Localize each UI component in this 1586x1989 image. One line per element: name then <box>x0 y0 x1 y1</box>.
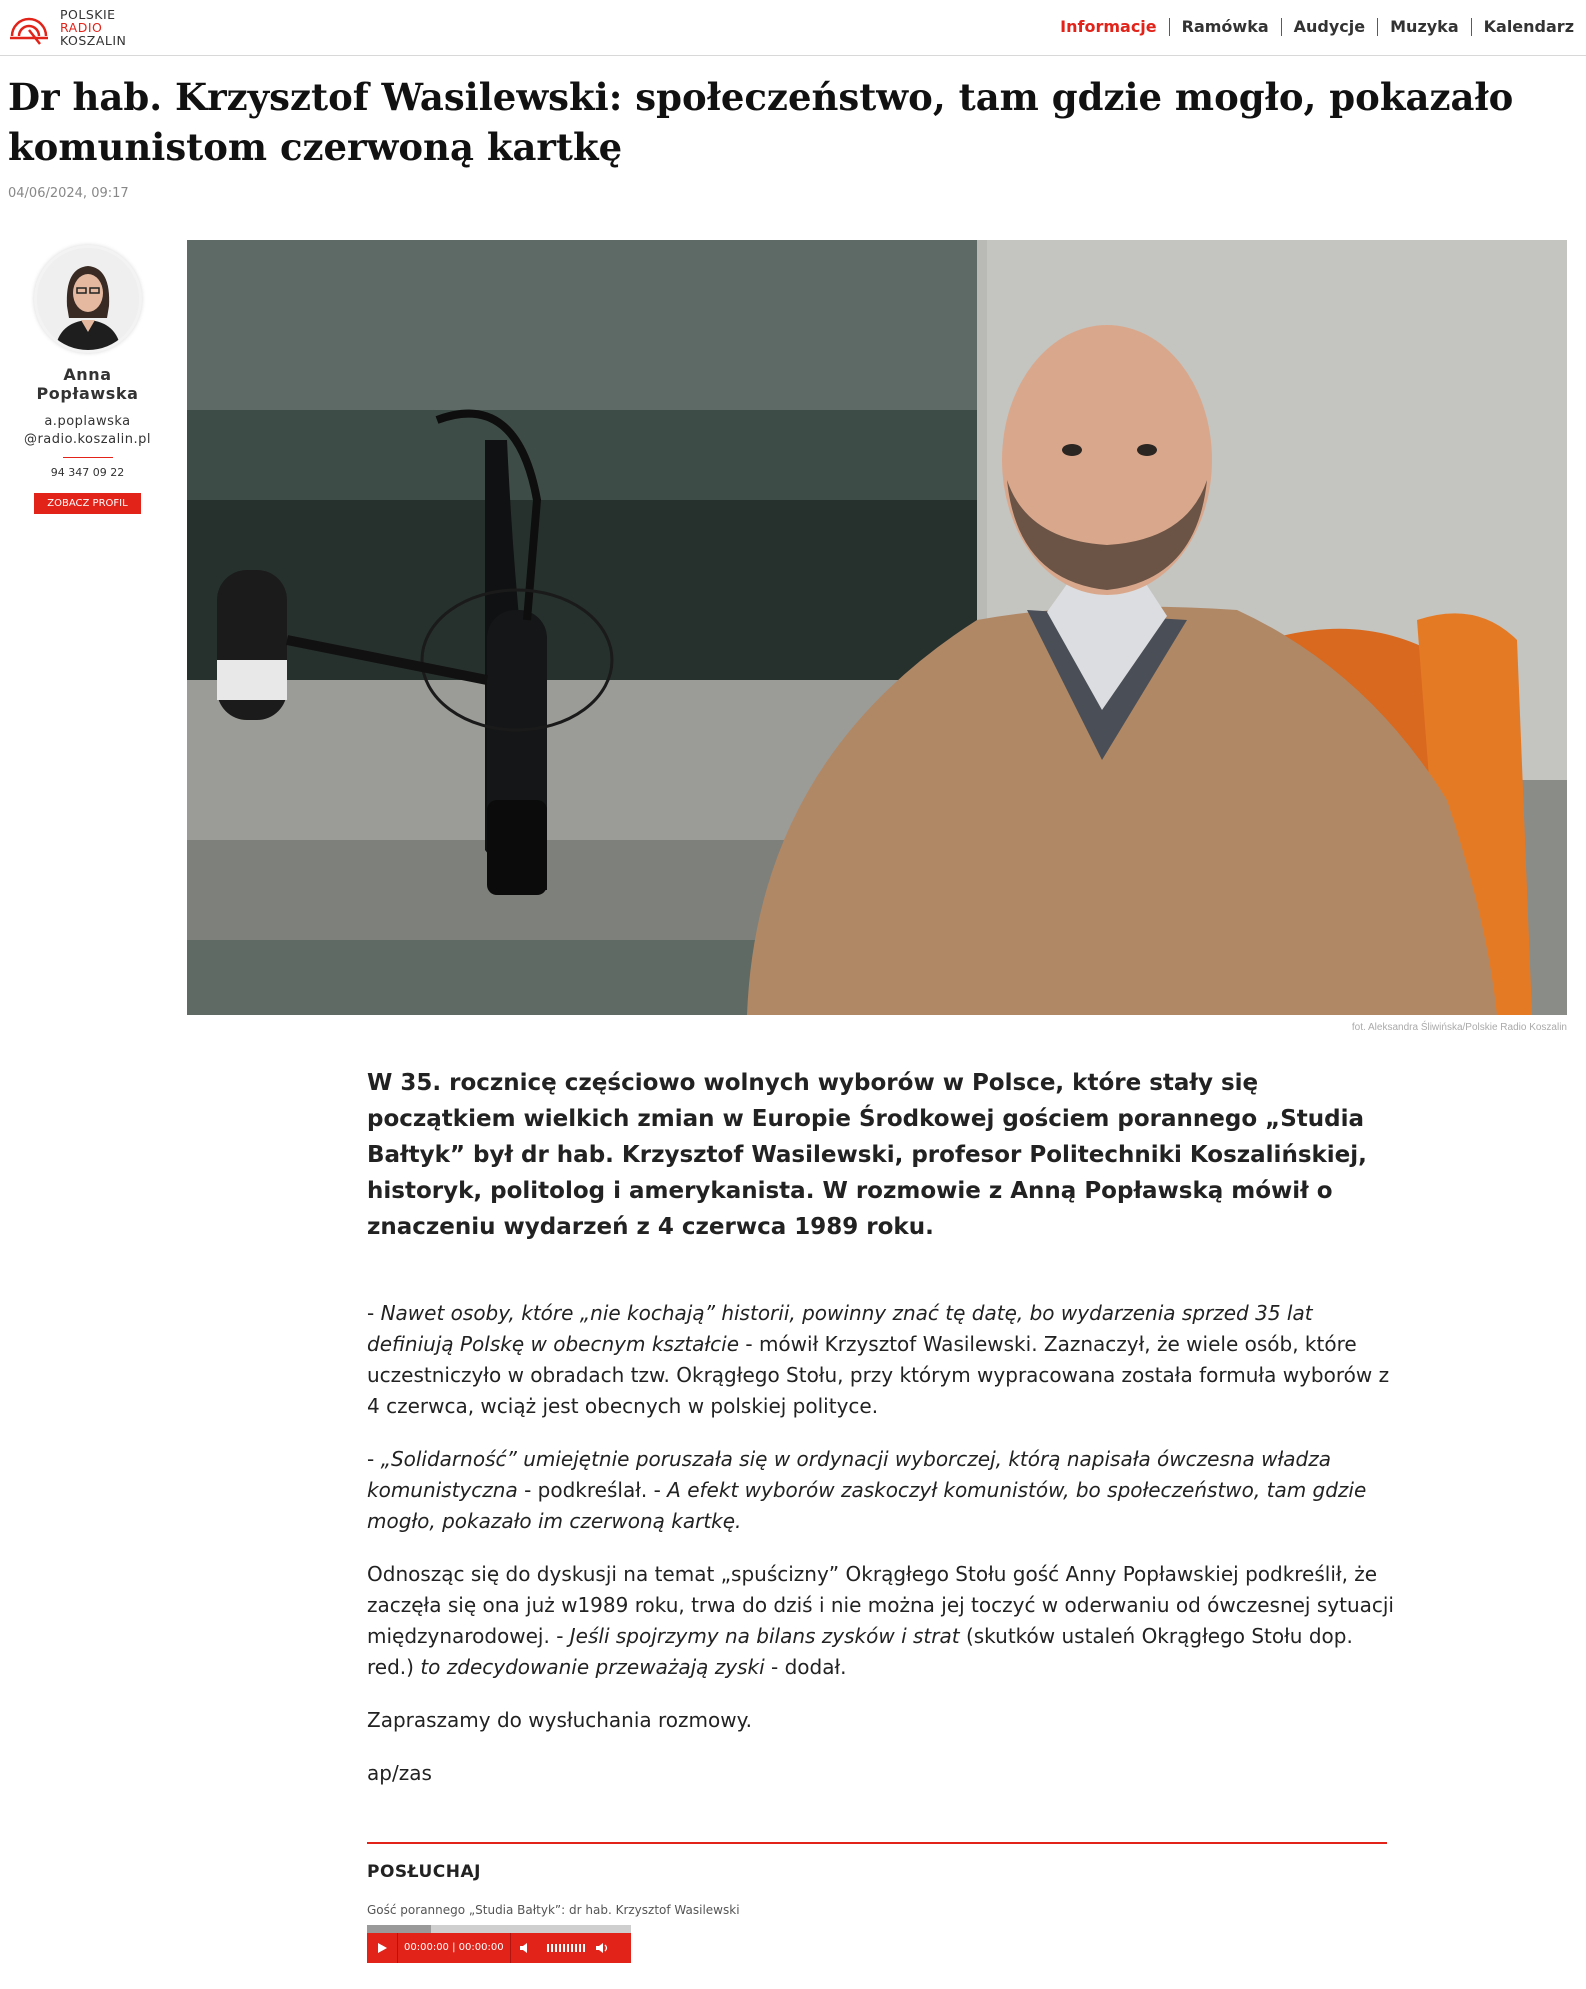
nav-audycje[interactable]: Audycje <box>1281 18 1377 36</box>
author-avatar[interactable] <box>34 245 142 353</box>
p3-c: (skutków ustaleń Okrągłego Stołu dop. red.) <box>367 1624 1353 1679</box>
author-email-line-2: @radio.koszalin.pl <box>23 432 152 447</box>
play-button[interactable] <box>367 1933 397 1963</box>
paragraph-2 <box>367 1444 1397 1537</box>
site-logo[interactable] <box>8 6 148 50</box>
p3-quote-2: to zdecydowanie przeważają zyski <box>420 1655 765 1679</box>
audio-time: 00:00:00 | 00:00:00 <box>397 1933 511 1963</box>
article-title: Dr hab. Krzysztof Wasilewski: społeczeństwo, tam gdzie mogło, pokazało komunistom czerwoną kartkę <box>8 75 1514 169</box>
volume-icon <box>519 1942 533 1954</box>
logo-line-2: RADIO <box>60 20 103 35</box>
max-volume-button[interactable] <box>587 1933 617 1963</box>
nav-ramowka[interactable]: Ramówka <box>1169 18 1281 36</box>
site-header <box>0 0 1586 56</box>
p1-a: - <box>367 1301 381 1325</box>
logo-line-3: KOSZALIN <box>60 33 127 48</box>
author-photo-icon <box>37 248 139 350</box>
paragraph-3 <box>367 1559 1397 1683</box>
p3-a: Odnosząc się do dyskusji na temat „spuścizny” Okrągłego Stołu gość Anny Popławskiej podkreślił, że zaczęła się ona już w1989 roku, trwa do dziś i nie można jej toczyć w oderwaniu od ówczesnej sytuacji międzynarodowej. - <box>367 1562 1394 1648</box>
article-lead: W 35. rocznicę częściowo wolnych wyborów w Polsce, które stały się początkiem wielkich zmian w Europie Środkowej gościem porannego „Studia Bałtyk” był dr hab. Krzysztof Wasilewski, profesor Politechniki Koszalińskiej, historyk, politolog i amerykanista. W rozmowie z Anną Popławską mówił o znaczeniu wydarzeń z 4 czerwca 1989 roku. <box>367 1070 1367 1240</box>
audio-player <box>367 1925 631 1963</box>
volume-max-icon <box>595 1942 609 1954</box>
author-box <box>10 245 165 514</box>
article-date: 04/06/2024, 09:17 <box>8 186 129 201</box>
p3-quote-1: Jeśli spojrzymy na bilans zysków i strat <box>569 1624 960 1648</box>
mute-button[interactable] <box>511 1933 541 1963</box>
p2-c: - podkreślał. - <box>517 1478 668 1502</box>
article-body <box>367 1298 1397 1811</box>
view-profile-button[interactable]: ZOBACZ PROFIL <box>34 493 140 514</box>
audio-progress-fill <box>367 1925 431 1933</box>
audio-track-title: Gość porannego „Studia Bałtyk”: dr hab. Krzysztof Wasilewski <box>367 1903 740 1917</box>
nav-informacje[interactable]: Informacje <box>1060 17 1157 36</box>
play-icon <box>376 1942 388 1954</box>
nav-muzyka[interactable]: Muzyka <box>1377 18 1471 36</box>
audio-progress-bar[interactable] <box>367 1925 631 1933</box>
paragraph-5: ap/zas <box>367 1761 432 1785</box>
paragraph-4: Zapraszamy do wysłuchania rozmowy. <box>367 1708 752 1732</box>
p1-c: - mówił Krzysztof Wasilewski. Zaznaczył, że wiele osób, które uczestniczyło w obradach tzw. Okrągłego Stołu, przy którym wypracowana została formuła wyborów z 4 czerwca, wciąż jest obecnych w polskiej polityce. <box>367 1332 1390 1418</box>
radio-logo-icon <box>8 8 54 48</box>
volume-slider[interactable] <box>547 1944 587 1952</box>
nav-kalendarz[interactable]: Kalendarz <box>1471 18 1586 36</box>
listen-divider <box>367 1842 1387 1844</box>
logo-text <box>60 8 126 47</box>
main-nav <box>1048 18 1586 36</box>
p3-e: - dodał. <box>764 1655 847 1679</box>
author-email[interactable] <box>10 413 165 449</box>
article-photo <box>187 240 1567 1015</box>
photo-caption: fot. Aleksandra Śliwińska/Polskie Radio Koszalin <box>1351 1022 1567 1033</box>
p1-quote: Nawet osoby, które „nie kochają” historii, powinny znać tę datę, bo wydarzenia sprzed 35 lat definiują Polskę w obecnym kształcie <box>367 1301 1313 1356</box>
author-name[interactable]: Anna Popławska <box>36 365 139 403</box>
p2-quote-1: „Solidarność” umiejętnie poruszała się w ordynacji wyborczej, którą napisała ówczesna władza komunistyczna <box>367 1447 1331 1502</box>
author-divider <box>63 457 113 458</box>
paragraph-1 <box>367 1298 1397 1422</box>
author-phone: 94 347 09 22 <box>50 466 125 479</box>
p2-quote-2: A efekt wyborów zaskoczył komunistów, bo społeczeństwo, tam gdzie mogło, pokazało im czerwoną kartkę. <box>367 1478 1367 1533</box>
logo-line-1: POLSKIE <box>60 7 116 22</box>
p2-a: - <box>367 1447 381 1471</box>
studio-guest-photo <box>187 240 1567 1015</box>
author-email-line-1: a.poplawska <box>44 414 131 429</box>
listen-heading: POSŁUCHAJ <box>367 1862 481 1882</box>
